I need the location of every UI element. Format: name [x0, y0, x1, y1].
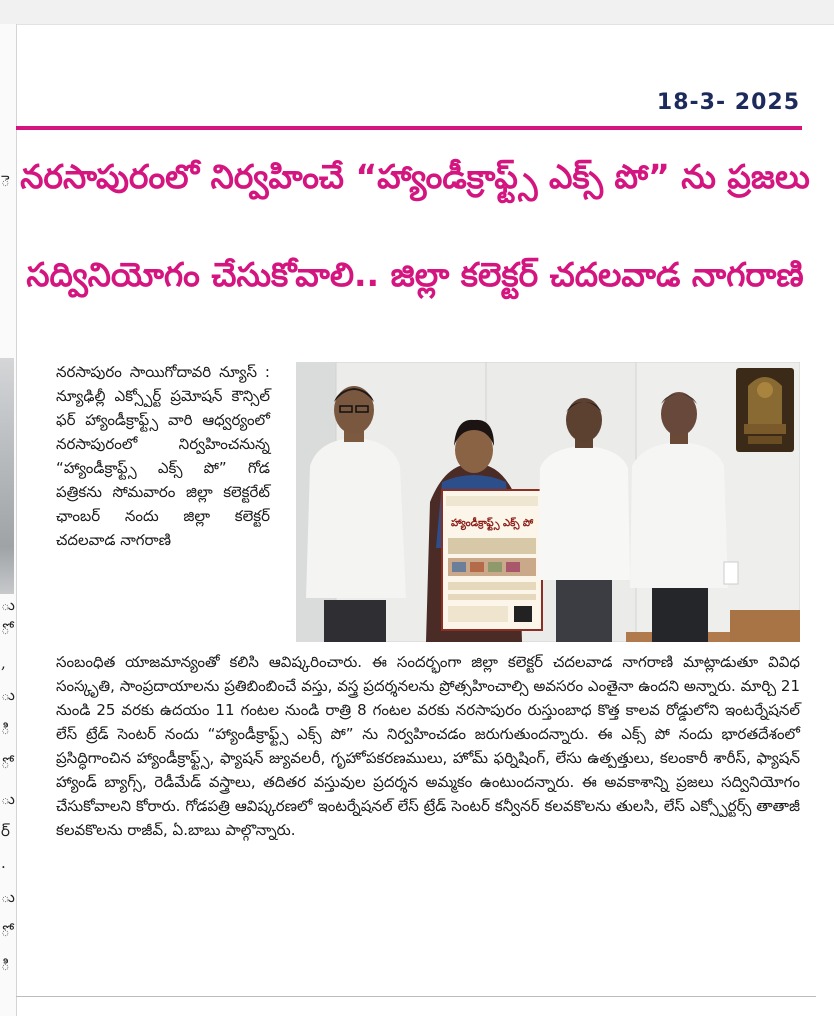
adjacent-glyph: ు [1, 790, 15, 808]
adjacent-glyph: ు [1, 596, 15, 614]
adjacent-glyph: ో [1, 922, 10, 940]
adjacent-glyph: ు [1, 888, 15, 906]
adjacent-glyph: ో [1, 754, 10, 772]
adjacent-column-strip [0, 24, 17, 1016]
adjacent-glyph: ి [1, 956, 10, 974]
article-column-paragraph: నరసాపురం సాయిగోదావరి న్యూస్ : న్యూఢిల్లీ ఎక్స్పోర్ట్ ప్రమోషన్ కౌన్సిల్ ఫర్ హ్యాండీక్రాఫ్ట్స్ వారి ఆధ్వర్యంలో నరసాపురంలో నిర్వహించనున్న “హ్యాండీక్రాఫ్ట్స్ ఎక్స్ పో” గోడ పత్రికను సోమవారం జిల్లా కలెక్టరేట్ ఛాంబర్ నందు జిల్లా కలెక్టర్ చదలవాడ నాగరాణి [56, 363, 270, 549]
adjacent-photo-fragment [0, 358, 14, 594]
adjacent-glyph: ె [1, 172, 10, 190]
adjacent-glyph: , [1, 654, 6, 672]
headline-line-2: సద్వినియోగం చేసుకోవాలి.. జిల్లా కలెక్టర్ చదలవాడ నాగరాణి [26, 255, 804, 294]
article-photo [296, 362, 800, 642]
poster-title: హ్యాండీక్రాఫ్ట్స్ ఎక్స్ పో [450, 518, 534, 529]
poster [442, 490, 542, 630]
publication-date: 18-3- 2025 [656, 90, 800, 115]
adjacent-glyph: ో [1, 620, 10, 638]
header-rule [16, 126, 802, 130]
state-emblem-icon [736, 368, 794, 452]
adjacent-glyph: ు [1, 686, 15, 704]
adjacent-glyph: ి [1, 720, 10, 738]
article-full-paragraph: సంబంధిత యాజమాన్యంతో కలిసి ఆవిష్కరించారు. ఈ సందర్భంగా జిల్లా కలెక్టర్ చదలవాడ నాగరాణి మాట్లాడుతూ వివిధ సంస్కృతి, సాంప్రదాయాలను ప్రతిబింబించే వస్తు, వస్త్ర ప్రదర్శనలను ప్రోత్సహించాల్సి అవసరం ఎంతైనా ఉందని అన్నారు. మార్చి 21 నుండి 25 వరకు ఉదయం 11 గంటల నుండి రాత్రి 8 గంటల వరకు నరసాపురం రుస్తుంబాధ కొత్త కాలవ రోడ్డులోని ఇంటర్నేషనల్ లేస్ ట్రేడ్ సెంటర్ నందు “హ్యాండీక్రాఫ్ట్స్ ఎక్స్ పో” ను నిర్వహించడం జరుగుతుందన్నారు. ఈ ఎక్స్ పో నందు భారతదేశంలో ప్రసిద్ధిగాంచిన హ్యాండీక్రాఫ్ట్స్, ఫ్యాషన్ జ్యువలరీ, గృహోపకరణములు, హోమ్ ఫర్నిషింగ్, లేసు ఉత్పత్తులు, కలంకారీ శారీస్, ఫ్యాషన్ హ్యాండ్ బ్యాగ్స్, రెడీమేడ్ వస్త్రాలు, తదితర వస్తువుల ప్రదర్శన అమ్మకం ఉంటుందన్నారు. ఈ అవకాశాన్ని ప్రజలు సద్వినియోగం చేసుకోవాలని కోరారు. గోడపత్రి ఆవిష్కరణలో ఇంటర్నేషనల్ లేస్ ట్రేడ్ సెంటర్ కన్వీనర్ కలవకొలను తులసి, లేస్ ఎక్స్పోర్టర్స్ తాతాజీ కలవకొలను రాజీవ్, ఏ.బాబు పాల్గొన్నారు. [56, 653, 800, 839]
adjacent-glyph: ర్ [1, 822, 10, 840]
next-article-headline-fragment [30, 998, 810, 1016]
viewer-top-bar [0, 0, 834, 25]
adjacent-glyph: . [1, 854, 6, 872]
section-divider [16, 996, 816, 997]
headline-line-1: నరసాపురంలో నిర్వహించే “హ్యాండీక్రాఫ్ట్స్ ఎక్స్ పో” ను ప్రజలు [20, 157, 810, 196]
